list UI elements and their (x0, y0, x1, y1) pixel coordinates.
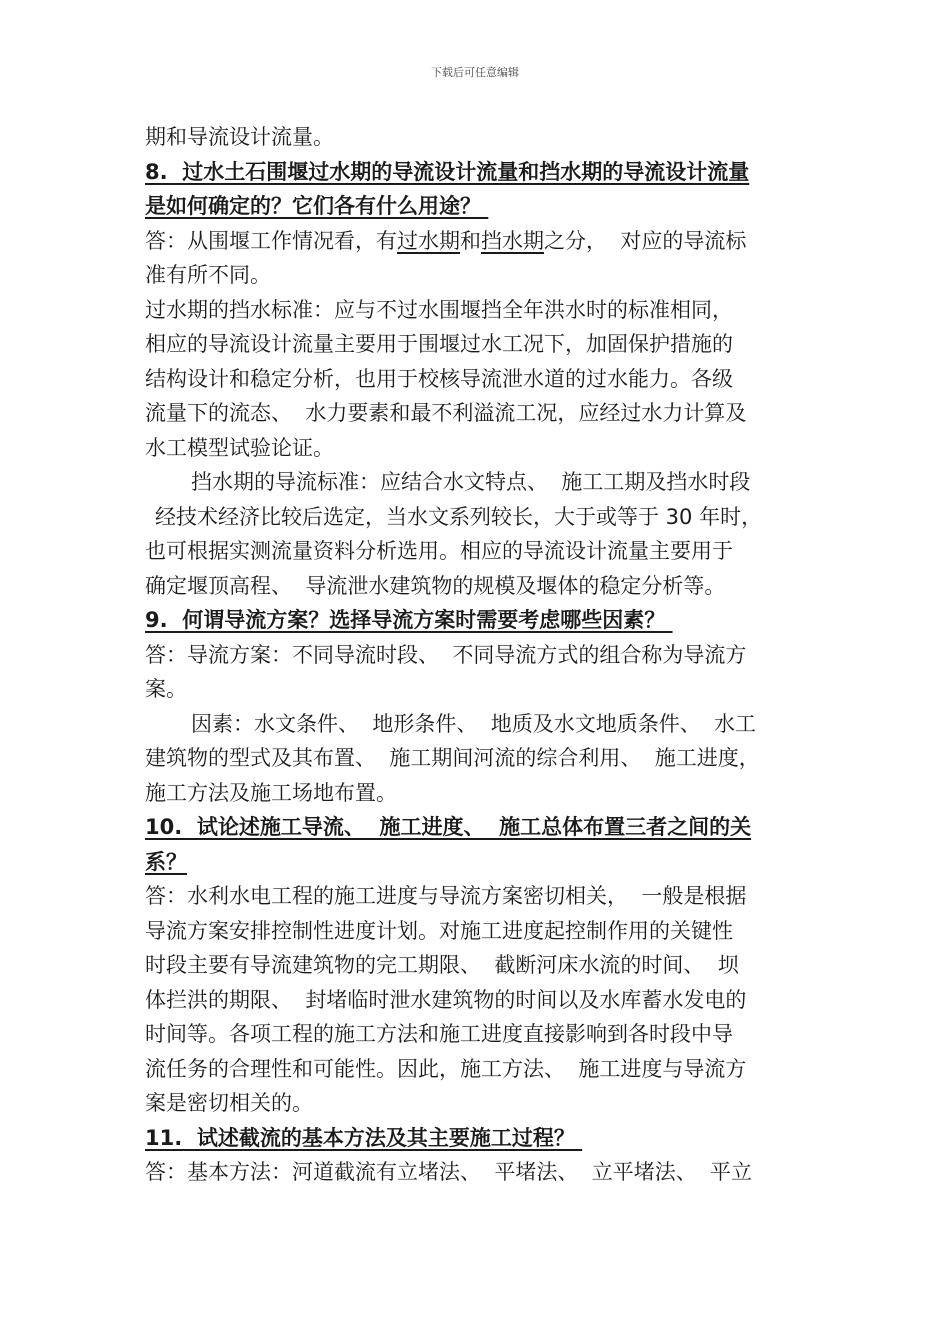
underlined-term: 挡水期 (481, 228, 544, 253)
answer-line (145, 224, 810, 259)
text-line: 准有所不同。 (145, 263, 271, 287)
question-10-line-2 (145, 845, 810, 880)
text-line: 体拦洪的期限、 封堵临时泄水建筑物的时间以及水库蓄水发电的 (145, 987, 747, 1012)
text-line (145, 500, 810, 535)
question-9 (145, 603, 810, 638)
question-text: 10. 试论述施工导流、 施工进度、 施工总体布置三者之间的关 (145, 815, 752, 839)
question-8-line-1 (145, 155, 810, 190)
text-line: 时间等。各项工程的施工方法和施工进度直接影响到各时段中导 (145, 1022, 733, 1046)
text-line: 结构设计和稳定分析，也用于校核导流泄水道的过水能力。各级 (145, 366, 733, 391)
page-header: 下载后可任意编辑 (431, 66, 519, 79)
text-line: 建筑物的型式及其布置、 施工期间河流的综合利用、 施工进度， (145, 746, 760, 770)
question-text: 系？ (145, 849, 187, 874)
answer-line: 答：导流方案：不同导流时段、 不同导流方式的组合称为导流方 (145, 642, 747, 667)
text-line: 相应的导流设计流量主要用于围堰过水工况下，加固保护措施的 (145, 332, 733, 356)
text-line: 也可根据实测流量资料分析选用。相应的导流设计流量主要用于 (145, 539, 733, 563)
text-line: 案。 (145, 677, 187, 701)
text-line: 水工模型试验论证。 (145, 435, 334, 460)
answer-line: 答：水利水电工程的施工进度与导流方案密切相关， 一般是根据 (145, 884, 747, 908)
text-line: 流量下的流态、 水力要素和最不利溢流工况，应经过水力计算及 (145, 401, 747, 425)
question-11 (145, 1121, 810, 1156)
text-line: 过水期的挡水标准：应与不过水围堰挡全年洪水时的标准相同， (145, 297, 733, 322)
question-8-line-2 (145, 189, 810, 224)
question-10-line-1 (145, 810, 810, 845)
text-span: 和 (460, 228, 481, 253)
text-span: 之分， 对应的导流标 (544, 228, 747, 253)
text-line: 施工方法及施工场地布置。 (145, 780, 397, 805)
question-text: 8. 过水土石围堰过水期的导流设计流量和挡水期的导流设计流量 (145, 159, 750, 184)
question-text: 11. 试述截流的基本方法及其主要施工过程？ (145, 1125, 583, 1150)
text-line-indented: 因素：水文条件、 地形条件、 地质及水文地质条件、 水工 (191, 711, 757, 736)
text-line: 案是密切相关的。 (145, 1091, 313, 1115)
question-text: 9. 何谓导流方案？选择导流方案时需要考虑哪些因素？ (145, 608, 673, 632)
text-line: 导流方案安排控制性进度计划。对施工进度起控制作用的关键性 (145, 918, 733, 943)
question-text: 是如何确定的？它们各有什么用途？ (145, 194, 489, 218)
text-span: 经技术经济比较后选定，当水文系列较长，大于或等于 30 年时， (155, 504, 763, 529)
text-line: 确定堰顶高程、 导流泄水建筑物的规模及堰体的稳定分析等。 (145, 573, 726, 598)
underlined-term: 过水期 (397, 228, 460, 253)
document-body (145, 120, 810, 1190)
text-line: 流任务的合理性和可能性。因此，施工方法、 施工进度与导流方 (145, 1056, 747, 1081)
text-line: 时段主要有导流建筑物的完工期限、 截断河床水流的时间、 坝 (145, 953, 739, 977)
text-line: 期和导流设计流量。 (145, 125, 334, 149)
text-span: 答：从围堰工作情况看，有 (145, 228, 397, 253)
text-line-indented: 挡水期的导流标准：应结合水文特点、 施工工期及挡水时段 (191, 470, 751, 494)
answer-line: 答：基本方法：河道截流有立堵法、 平堵法、 立平堵法、 平立 (145, 1160, 753, 1184)
